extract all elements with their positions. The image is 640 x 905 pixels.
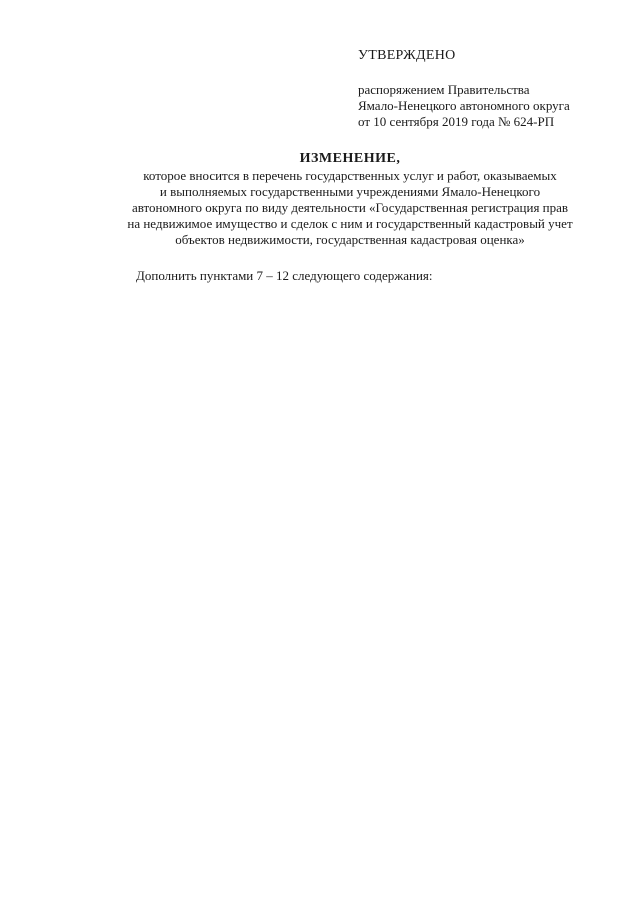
document-heading: [60, 150, 640, 248]
approval-details: [358, 82, 628, 130]
subtitle-line: автономного округа по виду деятельности «Государственная регистрация прав: [131, 200, 569, 215]
approval-line-issuer: распоряжением Правительства: [358, 82, 530, 97]
subtitle-line: которое вносится в перечень государственных услуг и работ, оказываемых: [143, 168, 557, 183]
approval-line-date-number: от 10 сентября 2019 года № 624-РП: [358, 114, 555, 129]
subtitle-line: на недвижимое имущество и сделок с ним и государственный кадастровый учет: [127, 216, 573, 231]
document-title: ИЗМЕНЕНИЕ,: [299, 151, 401, 166]
approval-block: [358, 46, 628, 130]
document-subtitle: [60, 168, 640, 248]
instruction-paragraph: Дополнить пунктами 7 – 12 следующего содержания:: [136, 268, 433, 283]
approval-title: УТВЕРЖДЕНО: [358, 48, 456, 63]
subtitle-line: объектов недвижимости, государственная кадастровая оценка»: [175, 232, 525, 247]
subtitle-line: и выполняемых государственными учреждениями Ямало-Ненецкого: [159, 184, 541, 199]
approval-line-region: Ямало-Ненецкого автономного округа: [358, 98, 570, 113]
